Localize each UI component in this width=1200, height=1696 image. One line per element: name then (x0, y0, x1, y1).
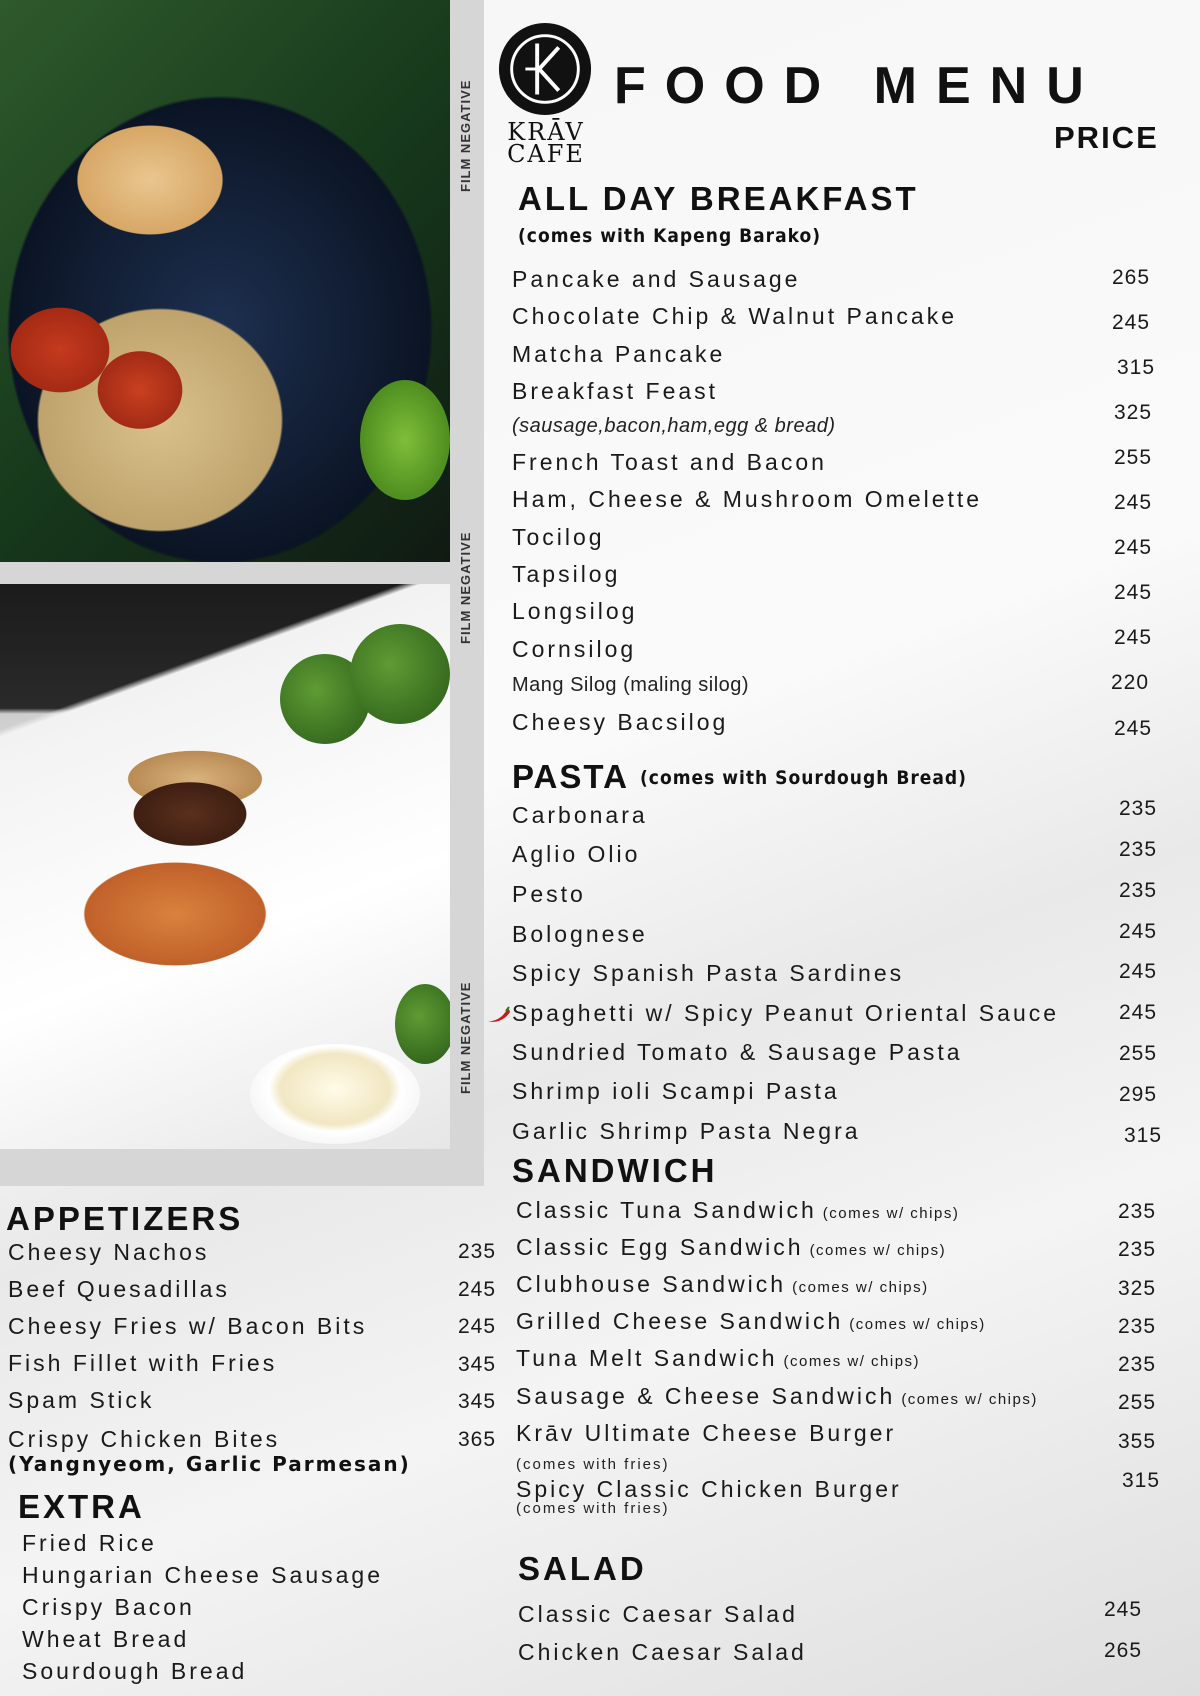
item-price: 220 (1111, 671, 1150, 694)
section-heading-salad: SALAD (518, 1550, 647, 1587)
item-note: (comes w/ chips) (792, 1279, 929, 1296)
item-name: Sourdough Bread (22, 1658, 248, 1684)
item-name: Carbonara (512, 802, 648, 828)
item-name: Classic Caesar Salad (518, 1601, 798, 1627)
item-price: 255 (1118, 1391, 1157, 1414)
section-note-breakfast: (comes with Kapeng Barako) (518, 225, 822, 247)
section-heading-breakfast: ALL DAY BREAKFAST (518, 180, 919, 217)
item-price: 345 (458, 1390, 497, 1413)
item-price: 245 (1104, 1598, 1143, 1621)
item-price: 235 (1118, 1353, 1157, 1376)
item-note: (comes w/ chips) (901, 1391, 1038, 1408)
item-name: Cheesy Bacsilog (512, 709, 729, 735)
item-name: Cornsilog (512, 636, 637, 662)
item-price: 245 (1114, 536, 1153, 559)
item-price: 245 (458, 1278, 497, 1301)
item-title: Grilled Cheese Sandwich (516, 1308, 844, 1334)
item-name: Garlic Shrimp Pasta Negra (512, 1118, 861, 1144)
item-name: Pancake and Sausage (512, 266, 801, 292)
item-price: 235 (1119, 797, 1158, 820)
item-name: Cheesy Nachos (8, 1239, 210, 1265)
item-title: Tuna Melt Sandwich (516, 1345, 778, 1371)
item-name: Bolognese (512, 921, 648, 947)
item-price: 245 (1119, 920, 1158, 943)
logo-wordmark: KRĀV (507, 118, 585, 146)
item-description: Mang Silog (maling silog) (512, 674, 750, 696)
item-price: 235 (1119, 879, 1158, 902)
film-negative-label: FILM NEGATIVE (458, 981, 473, 1094)
item-name: Chocolate Chip & Walnut Pancake (512, 303, 958, 329)
chili-pepper-icon (486, 1006, 512, 1024)
item-name: Tocilog (512, 524, 605, 550)
page-title: FOOD MENU (614, 57, 1103, 115)
item-note: (comes with fries) (516, 1500, 670, 1517)
item-name (516, 1308, 986, 1335)
item-price: 245 (1119, 1001, 1158, 1024)
item-price: 245 (1114, 491, 1153, 514)
item-price: 295 (1119, 1083, 1158, 1106)
item-note: (Yangnyeom, Garlic Parmesan) (8, 1452, 411, 1476)
item-price: 235 (1119, 838, 1158, 861)
item-note: (comes w/ chips) (809, 1242, 947, 1259)
item-name: Breakfast Feast (512, 378, 719, 404)
item-name: Ham, Cheese & Mushroom Omelette (512, 486, 983, 512)
item-name: Crispy Chicken Bites (8, 1426, 281, 1452)
parsley-garnish (395, 984, 450, 1064)
item-price: 245 (1114, 581, 1153, 604)
krav-cafe-logo-icon (496, 20, 594, 118)
item-price: 245 (1119, 960, 1158, 983)
item-price: 235 (458, 1240, 497, 1263)
item-name: French Toast and Bacon (512, 449, 827, 475)
food-photo-bottom (0, 584, 450, 1149)
grated-cheese-bowl (250, 1044, 420, 1144)
item-name: Beef Quesadillas (8, 1276, 230, 1302)
item-title: Sausage & Cheese Sandwich (516, 1383, 896, 1409)
film-negative-label: FILM NEGATIVE (458, 79, 473, 192)
item-name: Fish Fillet with Fries (8, 1350, 278, 1376)
item-note: (comes w/ chips) (849, 1316, 986, 1333)
item-name: Wheat Bread (22, 1626, 190, 1652)
item-price: 255 (1114, 446, 1153, 469)
leaf-garnish (360, 380, 450, 500)
item-price: 245 (1114, 626, 1153, 649)
item-name (516, 1271, 929, 1298)
section-heading-extra: EXTRA (18, 1488, 145, 1525)
section-note-pasta: (comes with Sourdough Bread) (640, 767, 967, 789)
logo-wordmark: CAFE (507, 140, 585, 168)
item-name (516, 1383, 1038, 1410)
item-price: 235 (1118, 1238, 1157, 1261)
item-price: 345 (458, 1353, 497, 1376)
item-price: 235 (1118, 1315, 1157, 1338)
item-name: Krāv Ultimate Cheese Burger (516, 1420, 897, 1446)
item-name: Aglio Olio (512, 841, 641, 867)
item-name (516, 1234, 946, 1261)
item-name: Spicy Spanish Pasta Sardines (512, 960, 905, 986)
section-heading-appetizers: APPETIZERS (6, 1200, 244, 1237)
item-name (516, 1345, 920, 1372)
section-heading-pasta: PASTA (512, 758, 629, 795)
item-price: 315 (1124, 1124, 1163, 1147)
item-name: Crispy Bacon (22, 1594, 195, 1620)
item-name: Hungarian Cheese Sausage (22, 1562, 383, 1588)
item-name: Longsilog (512, 598, 638, 624)
item-name: Tapsilog (512, 561, 621, 587)
item-name: Chicken Caesar Salad (518, 1639, 807, 1665)
item-price: 325 (1114, 401, 1153, 424)
item-name: Spam Stick (8, 1387, 155, 1413)
item-price: 265 (1104, 1639, 1143, 1662)
item-name: Cheesy Fries w/ Bacon Bits (8, 1313, 368, 1339)
item-name: Pesto (512, 881, 586, 907)
item-title: Classic Egg Sandwich (516, 1234, 804, 1260)
item-description: (sausage,bacon,ham,egg & bread) (512, 415, 836, 437)
item-price: 255 (1119, 1042, 1158, 1065)
item-name: Shrimp ioli Scampi Pasta (512, 1078, 840, 1104)
item-price: 265 (1112, 266, 1151, 289)
item-name: Spaghetti w/ Spicy Peanut Oriental Sauce (512, 1000, 1060, 1026)
parsley-garnish (350, 624, 450, 724)
item-title: Classic Tuna Sandwich (516, 1197, 817, 1223)
film-negative-label: FILM NEGATIVE (458, 531, 473, 644)
food-photo-top (0, 0, 450, 562)
item-name: Spicy Classic Chicken Burger (516, 1476, 902, 1502)
item-price: 315 (1122, 1469, 1161, 1492)
item-price: 235 (1118, 1200, 1157, 1223)
item-name (516, 1197, 959, 1224)
item-price: 245 (458, 1315, 497, 1338)
item-note: (comes with fries) (516, 1456, 670, 1473)
price-column-heading: PRICE (1054, 120, 1159, 155)
item-price: 315 (1117, 356, 1156, 379)
item-price: 365 (458, 1428, 497, 1451)
item-name: Sundried Tomato & Sausage Pasta (512, 1039, 963, 1065)
item-price: 355 (1118, 1430, 1157, 1453)
item-note: (comes w/ chips) (822, 1205, 960, 1222)
item-price: 245 (1112, 311, 1151, 334)
section-heading-sandwich: SANDWICH (512, 1152, 718, 1189)
item-price: 325 (1118, 1277, 1157, 1300)
item-title: Clubhouse Sandwich (516, 1271, 787, 1297)
item-name: Matcha Pancake (512, 341, 726, 367)
item-name: Fried Rice (22, 1530, 157, 1556)
item-note: (comes w/ chips) (783, 1353, 921, 1370)
item-price: 245 (1114, 717, 1153, 740)
